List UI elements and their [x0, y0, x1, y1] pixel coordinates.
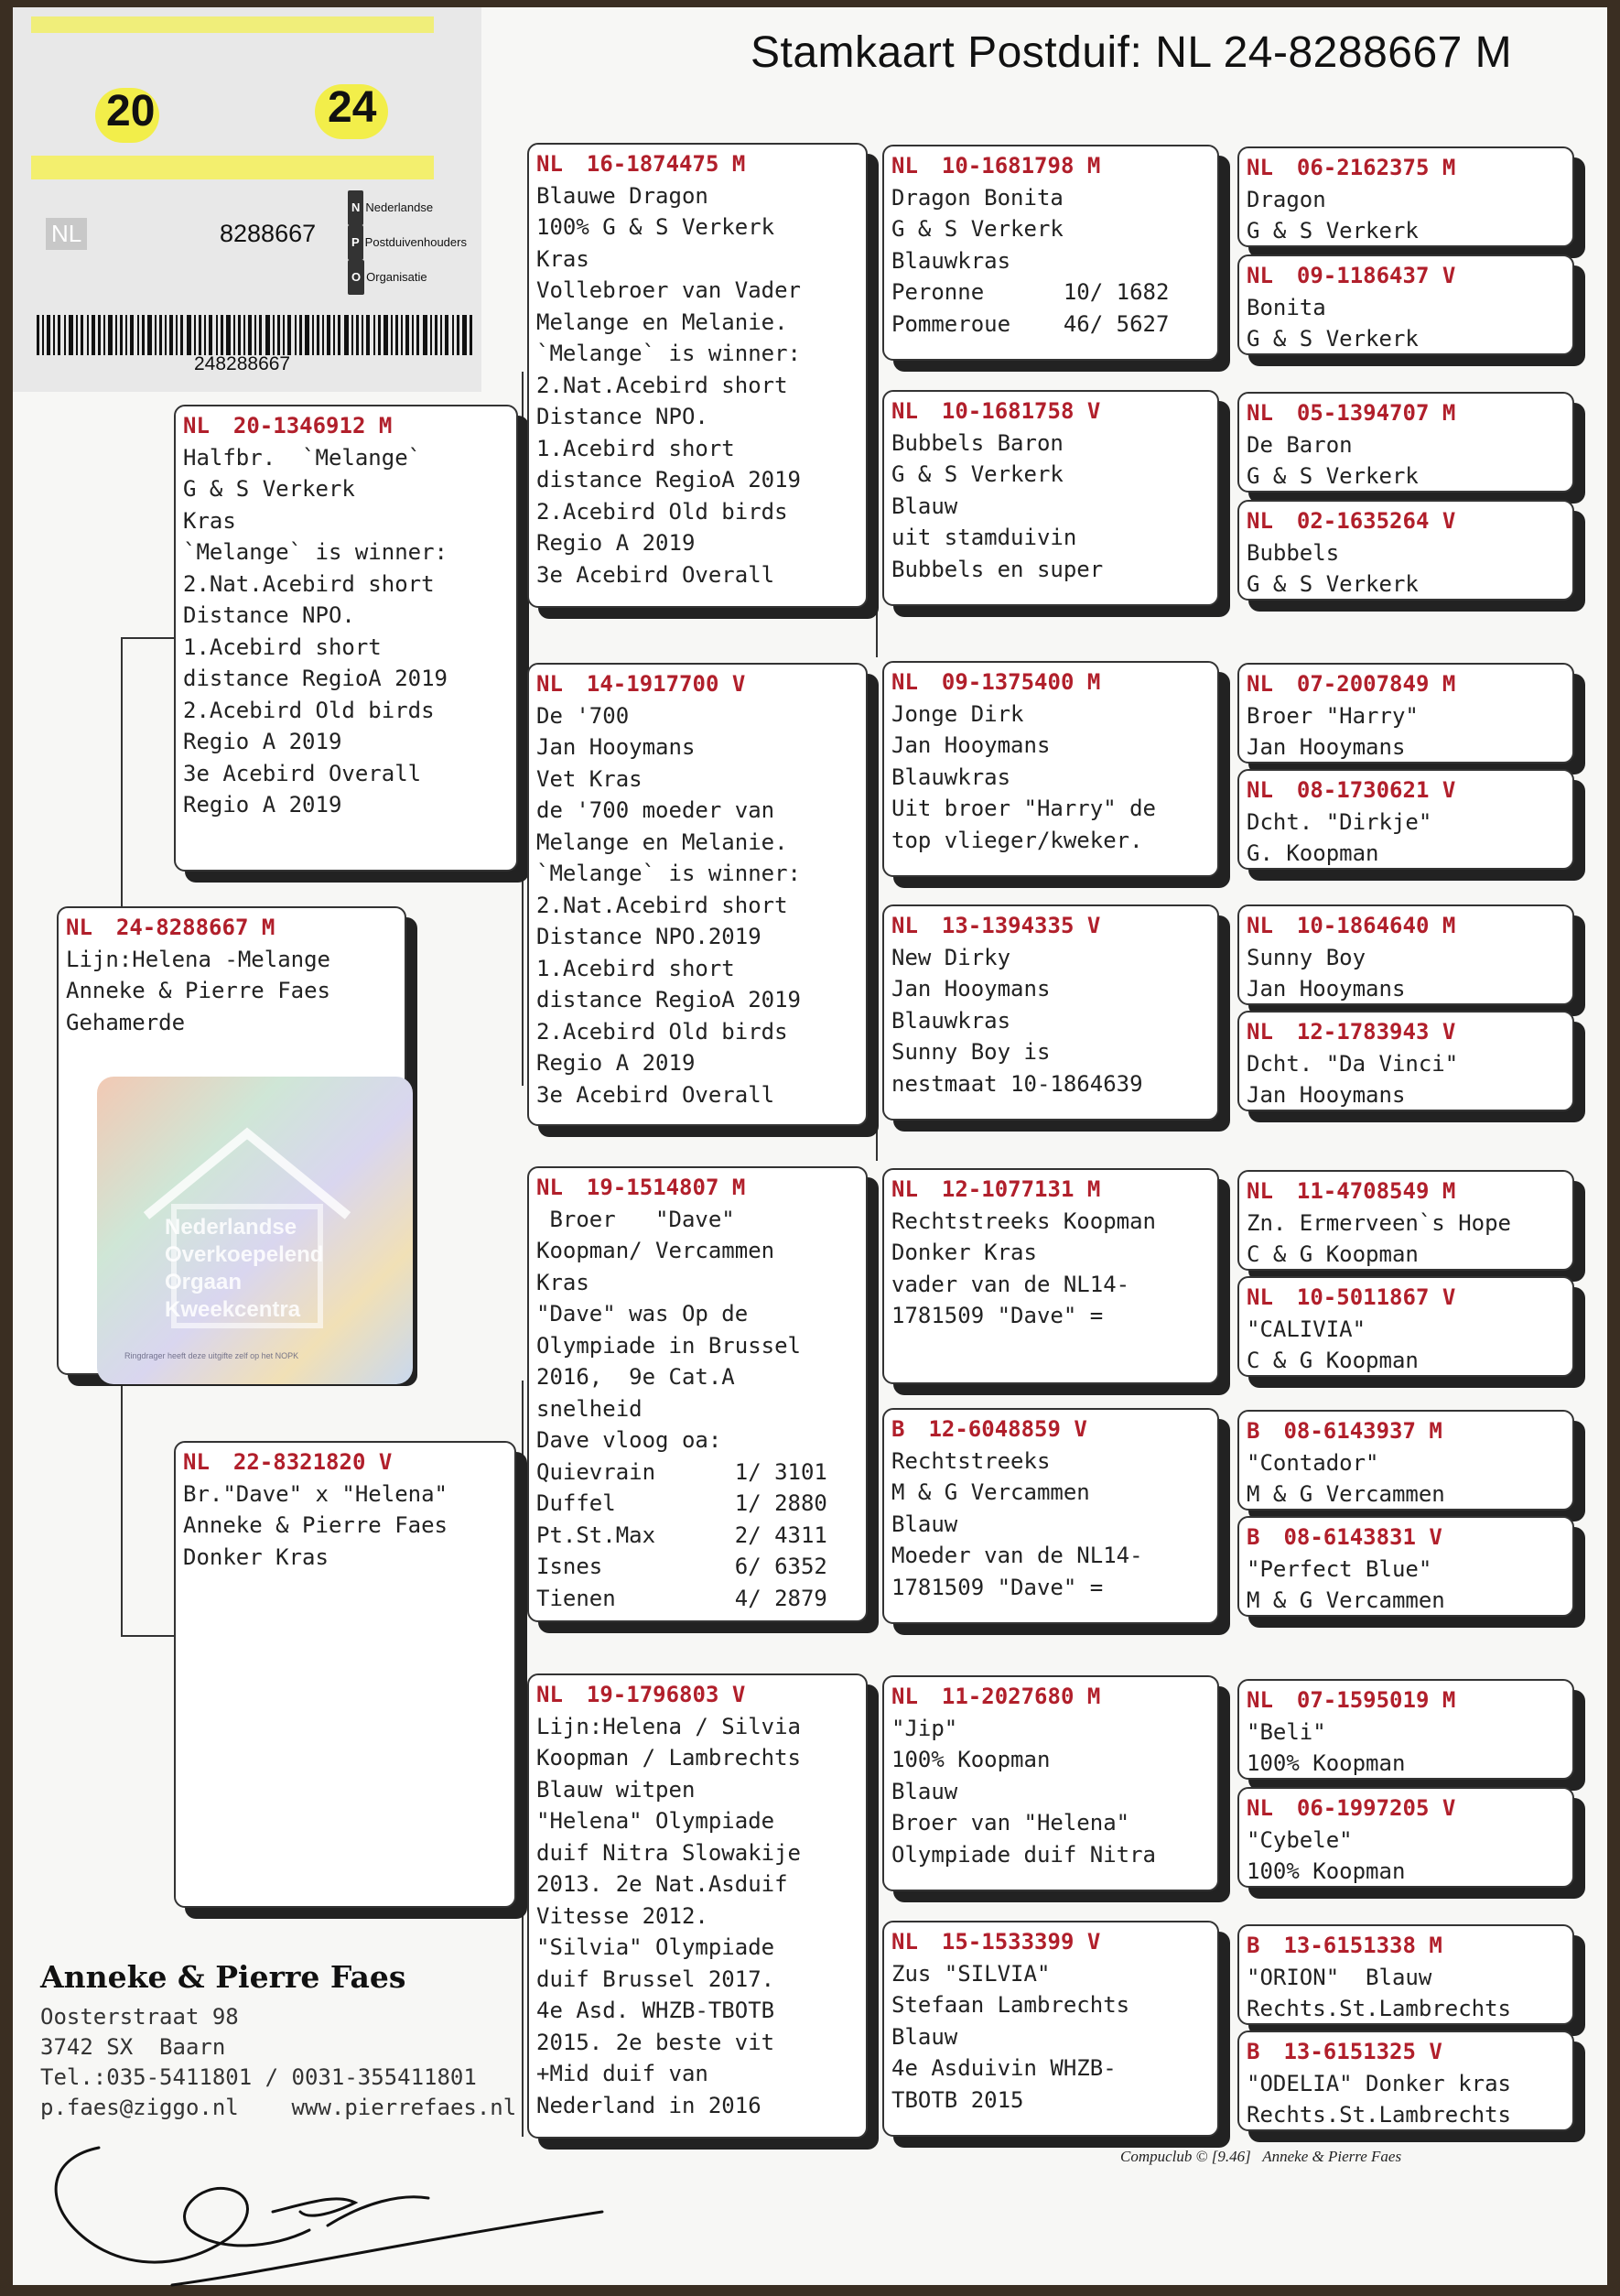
pedigree-line: De Baron	[1247, 431, 1353, 458]
pedigree-line: G & S Verkerk	[183, 476, 355, 502]
pedigree-card-mmmm	[1237, 2031, 1574, 2131]
ring-number: 09-1375400 M	[941, 669, 1101, 695]
pedigree-line: C & G Koopman	[1247, 1348, 1419, 1373]
country-code: NL	[1247, 155, 1273, 180]
footer-credit: Compuclub © [9.46] Anneke & Pierre Faes	[1120, 2148, 1402, 2165]
ring-number: 07-2007849 M	[1296, 671, 1456, 697]
connector-line	[1228, 218, 1230, 346]
pedigree-card-ffmm	[1237, 500, 1574, 601]
pedigree-line: 2.Nat.Acebird short	[536, 892, 788, 918]
owner-name: Anneke & Pierre Faes	[40, 1959, 406, 1995]
country-code: NL	[1247, 1687, 1273, 1713]
country-code: NL	[891, 913, 918, 938]
pedigree-card-ffm	[882, 390, 1219, 606]
pedigree-line: 100% G & S Verkerk	[536, 214, 775, 240]
pedigree-line: Kras	[536, 245, 589, 272]
pedigree-line: 3e Acebird Overall	[536, 561, 775, 588]
pedigree-line: 3e Acebird Overall	[536, 1081, 775, 1108]
pedigree-line: "Perfect Blue"	[1247, 1555, 1432, 1582]
pedigree-line: Sunny Boy is	[891, 1039, 1051, 1065]
pedigree-line: Melange en Melanie.	[536, 309, 788, 335]
pedigree-line: "ORION" Blauw	[1247, 1964, 1432, 1990]
pedigree-line: Koopman / Lambrechts	[536, 1745, 801, 1771]
pedigree-line: G & S Verkerk	[1247, 326, 1419, 352]
ring-number: 10-1681798 M	[941, 153, 1101, 179]
ring-number: 13-6151325 V	[1283, 2039, 1442, 2064]
connector-line	[876, 1289, 878, 1591]
pedigree-line: Quievrain 1/ 3101	[536, 1458, 827, 1485]
pedigree-line: Vet Kras	[536, 765, 643, 792]
pedigree-line: Bubbels Baron	[891, 429, 1064, 456]
country-code: NL	[1247, 263, 1273, 288]
ring-year-right: 24	[328, 83, 377, 132]
pedigree-line: 1.Acebird short	[536, 955, 735, 981]
country-code: NL	[66, 915, 92, 940]
country-code: B	[1247, 1933, 1260, 1958]
pedigree-line: 3e Acebird Overall	[183, 760, 422, 786]
pedigree-line: "Contador"	[1247, 1449, 1379, 1476]
pedigree-line: +Mid duif van	[536, 2061, 708, 2086]
pedigree-line: Rechts.St.Lambrechts	[1247, 2102, 1511, 2128]
pedigree-line: 2013. 2e Nat.Asduif	[536, 1871, 788, 1897]
pedigree-line: Olympiade in Brussel	[536, 1332, 801, 1359]
ring-number: 06-1997205 V	[1296, 1795, 1456, 1821]
owner-block	[40, 1959, 516, 2123]
country-code: NL	[536, 151, 563, 177]
ring-number: 13-1394335 V	[941, 913, 1101, 938]
pedigree-line: G. Koopman	[1247, 840, 1379, 866]
pedigree-line: Rechtstreeks	[891, 1447, 1051, 1474]
pedigree-card-mff	[882, 1168, 1219, 1384]
connector-line	[522, 372, 524, 1086]
pedigree-line: "ODELIA" Donker kras	[1247, 2070, 1511, 2096]
pedigree-line: Distance NPO.	[536, 404, 708, 429]
pedigree-line: Jan Hooymans	[1247, 734, 1406, 760]
pedigree-line: G & S Verkerk	[1247, 571, 1419, 597]
ring-card-band	[31, 156, 434, 179]
pedigree-line: M & G Vercammen	[891, 1479, 1090, 1505]
hologram-small-print: Ringdrager heeft deze uitgifte zelf op het NOPK	[124, 1351, 299, 1360]
pedigree-line: distance RegioA 2019	[536, 467, 801, 493]
pedigree-line: `Melange` is winner:	[536, 861, 801, 886]
pedigree-line: 1.Acebird short	[183, 634, 382, 660]
pedigree-line: Broer "Dave"	[536, 1206, 735, 1232]
pedigree-line: "Jip"	[891, 1715, 958, 1741]
pedigree-line: Dcht. "Da Vinci"	[1247, 1050, 1459, 1077]
country-code: NL	[1247, 671, 1273, 697]
ring-number: 15-1533399 V	[941, 1929, 1101, 1955]
pedigree-line: distance RegioA 2019	[536, 987, 801, 1013]
pedigree-line: duif Nitra Slowakije	[536, 1839, 801, 1866]
pedigree-line: G & S Verkerk	[891, 216, 1064, 242]
hologram-line: Nederlandse	[165, 1215, 297, 1240]
pedigree-line: Olympiade duif Nitra	[891, 1841, 1156, 1868]
pedigree-line: Vollebroer van Vader	[536, 277, 801, 303]
pedigree-card-mfm	[882, 1408, 1219, 1624]
connector-line	[1228, 465, 1230, 584]
pedigree-line: Jan Hooymans	[536, 734, 696, 760]
pedigree-line: 100% Koopman	[1247, 1750, 1406, 1776]
country-code: NL	[1247, 1019, 1273, 1045]
pedigree-line: Regio A 2019	[536, 1050, 696, 1076]
pedigree-line: nestmaat 10-1864639	[891, 1070, 1143, 1097]
pedigree-line: M & G Vercammen	[1247, 1587, 1445, 1613]
connector-line	[1228, 1749, 1230, 1858]
owner-city: 3742 SX Baarn	[40, 2034, 226, 2060]
pedigree-line: Tienen 4/ 2879	[536, 1585, 827, 1611]
owner-email[interactable]: p.faes@ziggo.nl	[40, 2095, 239, 2120]
pedigree-card-fmff	[1237, 663, 1574, 764]
pedigree-card-ffmf	[1237, 392, 1574, 493]
country-code: NL	[891, 1176, 918, 1202]
pedigree-line: New Dirky	[891, 944, 1011, 970]
pedigree-card-fffm	[1237, 255, 1574, 355]
pedigree-line: Rechtstreeks Koopman	[891, 1208, 1156, 1234]
pedigree-line: "Silvia" Olympiade	[536, 1934, 775, 1960]
ring-number: 8288667	[220, 220, 317, 247]
pedigree-line: 1781509 "Dave" =	[891, 1303, 1104, 1328]
pedigree-line: Broer "Harry"	[1247, 702, 1419, 729]
pedigree-line: Br."Dave" x "Helena"	[183, 1480, 448, 1507]
country-code: NL	[1247, 1795, 1273, 1821]
pedigree-card	[13, 7, 1607, 2285]
country-code: B	[1247, 2039, 1260, 2064]
ring-country: NL	[46, 218, 87, 250]
page-title: Stamkaart Postduif: NL 24-8288667 M	[751, 28, 1513, 77]
ring-number: 20-1346912 M	[232, 413, 393, 439]
pedigree-line: Bonita	[1247, 294, 1326, 320]
pedigree-card-mmmf	[1237, 1924, 1574, 2025]
pedigree-line: Donker Kras	[891, 1240, 1037, 1265]
barcode	[37, 315, 472, 355]
ring-number: 12-1783943 V	[1296, 1019, 1456, 1045]
pedigree-line: 1781509 "Dave" =	[891, 1574, 1104, 1600]
connector-line	[876, 795, 878, 1161]
pedigree-line: M & G Vercammen	[1247, 1481, 1445, 1507]
pedigree-line: De '700	[536, 702, 630, 729]
pedigree-line: Bubbels en super	[891, 556, 1104, 582]
pedigree-line: Dragon	[1247, 186, 1326, 212]
country-code: NL	[183, 413, 210, 439]
pedigree-line: TBOTB 2015	[891, 2086, 1024, 2113]
pedigree-line: "Cybele"	[1247, 1826, 1353, 1853]
pedigree-line: Jan Hooymans	[1247, 976, 1406, 1002]
pedigree-line: 2.Nat.Acebird short	[183, 570, 435, 597]
pedigree-line: Regio A 2019	[183, 729, 342, 754]
country-code: NL	[536, 1682, 563, 1707]
owner-phone: Tel.:035-5411801 / 0031-355411801	[40, 2064, 477, 2090]
ring-number: 10-1681758 V	[941, 398, 1101, 424]
ring-number: 08-6143937 M	[1283, 1418, 1442, 1444]
country-code: NL	[891, 398, 918, 424]
ring-number: 05-1394707 M	[1296, 400, 1456, 426]
pedigree-line: snelheid	[536, 1395, 643, 1422]
pedigree-line: "CALIVIA"	[1247, 1316, 1366, 1342]
pedigree-line: Halfbr. `Melange`	[183, 444, 422, 471]
ring-number: 13-6151338 M	[1283, 1933, 1442, 1958]
pedigree-line: Regio A 2019	[183, 792, 342, 818]
pedigree-line: 2.Acebird Old birds	[183, 697, 435, 723]
pedigree-line: Zus "SILVIA"	[891, 1960, 1051, 1987]
barcode-number: 248288667	[194, 353, 291, 374]
pedigree-line: Blauwkras	[891, 764, 1011, 790]
pedigree-line: "Helena" Olympiade	[536, 1808, 775, 1834]
ring-number: 11-4708549 M	[1296, 1178, 1456, 1204]
hologram-line: Orgaan	[165, 1270, 243, 1294]
country-code: NL	[1247, 913, 1273, 938]
pedigree-line: Blauwkras	[891, 1007, 1011, 1034]
pedigree-line: Blauw	[891, 1511, 958, 1537]
hologram-line: Kweekcentra	[165, 1297, 301, 1322]
country-code: NL	[1247, 777, 1273, 803]
pedigree-line: Duffel 1/ 2880	[536, 1490, 827, 1516]
country-code: NL	[891, 1929, 918, 1955]
country-code: NL	[891, 153, 918, 179]
pedigree-card-mfmm	[1237, 1516, 1574, 1617]
pedigree-line: Kras	[183, 507, 236, 534]
pedigree-line: Jan Hooymans	[891, 976, 1051, 1002]
ring-number: 12-1077131 M	[941, 1176, 1101, 1202]
connector-line	[522, 1381, 524, 2137]
pedigree-line: Jan Hooymans	[891, 732, 1051, 758]
pedigree-line: Lijn:Helena / Silvia	[536, 1713, 801, 1739]
pedigree-card-mmfm	[1237, 1787, 1574, 1888]
pedigree-line: Gehamerde	[66, 1009, 186, 1035]
ring-number: 12-6048859 V	[928, 1416, 1087, 1442]
pedigree-line: Blauwe Dragon	[536, 182, 708, 209]
pedigree-card-fff	[882, 145, 1219, 361]
ring-organisation: N Nederlandse P Postduivenhouders O Organisatie	[348, 190, 467, 295]
pedigree-line: Stefaan Lambrechts	[891, 1992, 1130, 2018]
pedigree-line: Lijn:Helena -Melange	[66, 946, 330, 972]
pedigree-line: Dave vloog oa:	[536, 1427, 722, 1453]
pedigree-line: 100% Koopman	[891, 1747, 1051, 1772]
country-code: NL	[1247, 400, 1273, 426]
ring-number: 14-1917700 V	[586, 671, 746, 697]
owner-contact	[40, 2093, 516, 2123]
country-code: NL	[891, 669, 918, 695]
pedigree-line: Distance NPO.	[183, 602, 355, 628]
org-line: Organisatie	[366, 270, 427, 284]
pedigree-line: Blauwkras	[891, 247, 1011, 274]
pedigree-line: 2016, 9e Cat.A	[536, 1364, 735, 1390]
pedigree-card-fmf	[882, 661, 1219, 877]
pedigree-line: Vitesse 2012.	[536, 1902, 708, 1929]
pedigree-line: de '700 moeder van	[536, 797, 775, 823]
pedigree-card-mother	[174, 1441, 516, 1908]
pedigree-card-mfff	[1237, 1170, 1574, 1271]
owner-website[interactable]: www.pierrefaes.nl	[291, 2095, 517, 2120]
pedigree-line: Blauw	[891, 2023, 958, 2050]
country-code: NL	[891, 1684, 918, 1709]
connector-line	[1228, 1988, 1230, 2098]
hologram-text	[165, 1214, 323, 1324]
pedigree-line: distance RegioA 2019	[183, 666, 448, 691]
pedigree-card-father	[174, 405, 518, 872]
pedigree-card-fmfm	[1237, 769, 1574, 870]
country-code: NL	[183, 1449, 210, 1475]
connector-line	[876, 273, 878, 657]
pedigree-line: Broer van "Helena"	[891, 1810, 1130, 1836]
country-code: NL	[1247, 1284, 1273, 1310]
pedigree-card-fm	[527, 663, 868, 1126]
ring-number: 09-1186437 V	[1296, 263, 1456, 288]
pedigree-line: Bubbels	[1247, 539, 1340, 566]
connector-line	[1228, 973, 1230, 1092]
ring-number: 19-1796803 V	[586, 1682, 746, 1707]
pedigree-line: top vlieger/kweker.	[891, 827, 1143, 853]
signature-scribble	[35, 2139, 657, 2294]
pedigree-line: 100% Koopman	[1247, 1858, 1406, 1884]
pedigree-line: "Dave" was Op de	[536, 1301, 749, 1327]
pedigree-card-mmm	[882, 1921, 1219, 2137]
pedigree-line: C & G Koopman	[1247, 1241, 1419, 1267]
ring-number: 22-8321820 V	[232, 1449, 393, 1475]
pedigree-line: duif Brussel 2017.	[536, 1966, 775, 1992]
pedigree-line: G & S Verkerk	[1247, 463, 1419, 489]
pedigree-line: Blauw witpen	[536, 1776, 696, 1803]
country-code: NL	[1247, 1178, 1273, 1204]
pedigree-line: 1.Acebird short	[536, 435, 735, 461]
pedigree-card-mffm	[1237, 1276, 1574, 1377]
ring-number: 06-2162375 M	[1296, 155, 1456, 180]
pedigree-line: Kras	[536, 1269, 589, 1295]
pedigree-card-fmmf	[1237, 904, 1574, 1005]
country-code: B	[1247, 1418, 1260, 1444]
pedigree-card-mfmf	[1237, 1410, 1574, 1511]
pedigree-line: 4e Asduivin WHZB-	[891, 2055, 1117, 2081]
pedigree-line: Anneke & Pierre Faes	[66, 978, 330, 1003]
ring-number: 08-6143831 V	[1283, 1524, 1442, 1550]
pedigree-line: Peronne 10/ 1682	[891, 279, 1170, 305]
pedigree-line: Uit broer "Harry" de	[891, 796, 1156, 821]
pedigree-line: Moeder van de NL14-	[891, 1543, 1143, 1568]
pedigree-card-mm	[527, 1673, 868, 2139]
pedigree-line: "Beli"	[1247, 1718, 1326, 1745]
ring-number: 08-1730621 V	[1296, 777, 1456, 803]
hologram-line: Overkoepelend	[165, 1242, 324, 1267]
pedigree-line: Pt.St.Max 2/ 4311	[536, 1522, 827, 1548]
pedigree-line: vader van de NL14-	[891, 1271, 1130, 1297]
pedigree-line: Dragon Bonita	[891, 184, 1064, 211]
pedigree-card-fmm	[882, 904, 1219, 1121]
pedigree-line: Sunny Boy	[1247, 944, 1366, 970]
ring-number: 10-5011867 V	[1296, 1284, 1456, 1310]
pedigree-line: G & S Verkerk	[1247, 218, 1419, 244]
pedigree-line: Isnes 6/ 6352	[536, 1554, 827, 1579]
pedigree-line: 2.Acebird Old birds	[536, 1018, 788, 1045]
pedigree-line: 2.Acebird Old birds	[536, 498, 788, 525]
connector-line	[1228, 1240, 1230, 1349]
pedigree-card-ff	[527, 143, 868, 608]
connector-line	[876, 1802, 878, 2140]
ring-number: 16-1874475 M	[586, 151, 746, 177]
country-code: NL	[1247, 508, 1273, 534]
pedigree-line: Pommeroue 46/ 5627	[891, 310, 1170, 337]
ring-number: 02-1635264 V	[1296, 508, 1456, 534]
pedigree-line: uit stamduivin	[891, 525, 1077, 550]
pedigree-line: Zn. Ermerveen`s Hope	[1247, 1209, 1511, 1236]
pedigree-card-ffff	[1237, 146, 1574, 247]
ring-number: 11-2027680 M	[941, 1684, 1101, 1709]
pedigree-line: Koopman/ Vercammen	[536, 1238, 775, 1263]
owner-street: Oosterstraat 98	[40, 2004, 239, 2030]
connector-line	[1228, 1479, 1230, 1589]
org-line: Nederlandse	[365, 200, 434, 214]
country-code: B	[1247, 1524, 1260, 1550]
ring-number: 07-1595019 M	[1296, 1687, 1456, 1713]
pedigree-line: Rechts.St.Lambrechts	[1247, 1996, 1511, 2021]
pedigree-card-mmf	[882, 1675, 1219, 1891]
pedigree-line: Anneke & Pierre Faes	[183, 1512, 448, 1538]
pedigree-line: 2.Nat.Acebird short	[536, 372, 788, 398]
org-line: Postduivenhouders	[364, 235, 467, 249]
country-code: B	[891, 1416, 905, 1442]
pedigree-line: Jan Hooymans	[1247, 1082, 1406, 1108]
hologram-sticker	[97, 1077, 413, 1384]
pedigree-line: `Melange` is winner:	[183, 539, 448, 565]
ring-year-left: 20	[106, 87, 156, 135]
country-code: NL	[536, 1175, 563, 1200]
pedigree-line: G & S Verkerk	[891, 461, 1064, 487]
pedigree-card-mf	[527, 1166, 868, 1622]
country-code: NL	[536, 671, 563, 697]
connector-line	[1228, 731, 1230, 850]
ring-card	[13, 7, 481, 392]
pedigree-line: Jonge Dirk	[891, 700, 1024, 727]
pedigree-line: Donker Kras	[183, 1543, 329, 1570]
pedigree-line: Regio A 2019	[536, 530, 696, 556]
ring-card-header-band	[31, 16, 434, 33]
pedigree-line: Melange en Melanie.	[536, 829, 788, 855]
ring-number: 24-8288667 M	[115, 915, 275, 940]
pedigree-line: Nederland in 2016	[536, 2092, 761, 2118]
pedigree-line: 2015. 2e beste vit	[536, 2029, 775, 2055]
pedigree-line: 4e Asd. WHZB-TBOTB	[536, 1998, 775, 2023]
pedigree-line: Distance NPO.2019	[536, 924, 761, 949]
pedigree-line: Blauw	[891, 1778, 958, 1804]
pedigree-line: Dcht. "Dirkje"	[1247, 808, 1432, 835]
pedigree-card-fmmm	[1237, 1011, 1574, 1111]
ring-number: 19-1514807 M	[586, 1175, 746, 1200]
pedigree-line: `Melange` is winner:	[536, 341, 801, 366]
pedigree-line: Blauw	[891, 493, 958, 519]
ring-number: 10-1864640 M	[1296, 913, 1456, 938]
pedigree-card-mmff	[1237, 1679, 1574, 1780]
